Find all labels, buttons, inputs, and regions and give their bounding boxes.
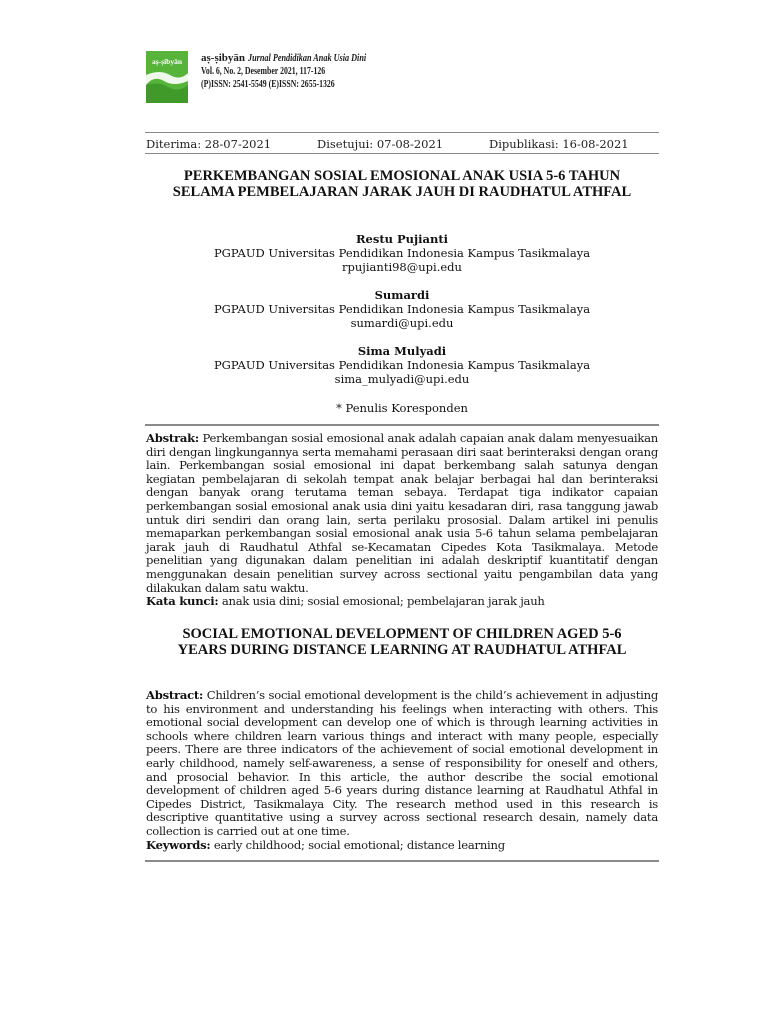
abstract-text: Children’s social emotional development is the child’s achievement in adjusting to his environment and understanding his feelings when interacting with others. This emotional social development can develop one of which is through learning activities in schools where children learn various things and interact with many people, especially peers. There are three indicators of the achievement of social emotional development in early childhood, namely self-awareness, a sense of responsibility for oneself and others, and prosocial behavior. In this article, the author describe the social emotional development of children aged 5-6 years during distance learning at Raudhatul Athfal in Cipedes District, Tasikmalaya City. The research method used in this research is descriptive quantitative using a survey across sectional research desain, namely data collection is carried out at one time. bbox=[146, 688, 659, 838]
author-email: sima_mulyadi@upi.edu bbox=[334, 372, 470, 386]
author-2 bbox=[160, 288, 644, 330]
abstract-text: Perkembangan sosial emosional anak adalah capaian anak dalam menyesuaikan diri dengan lingkungannya serta memahami perasaan diri saat berinteraksi dengan orang lain. Perkembangan sosial emosional ini dapat berkembang salah satunya dengan kegiatan pembelajaran di sekolah tempat anak belajar berbagai hal dan berinteraksi dengan banyak orang terutama teman sebaya. Terdapat tiga indikator capaian perkembangan sosial emosional anak usia dini yaitu kesadaran diri, rasa tanggung jawab untuk diri sendiri dan orang lain, serta perilaku prososial. Dalam artikel ini penulis memaparkan perkembangan sosial emosional anak usia 5-6 tahun selama pembelajaran jarak jauh di Raudhatul Athfal se-Kecamatan Cipedes Kota Tasikmalaya. Metode penelitian yang digunakan dalam penelitian ini adalah deskriptif kuantitatif dengan menggunakan desain penelitian survey across sectional yaitu pengambilan data yang dilakukan dalam satu waktu. bbox=[146, 431, 658, 595]
abstract-rule-bottom bbox=[145, 860, 659, 862]
abstract-english bbox=[146, 689, 658, 852]
author-affiliation: PGPAUD Universitas Pendidikan Indonesia Kampus Tasikmalaya bbox=[213, 302, 591, 316]
title-english: SOCIAL EMOTIONAL DEVELOPMENT OF CHILDREN AGED 5-6 YEARS DURING DISTANCE LEARNING AT RAUDHATUL ATHFAL bbox=[177, 626, 627, 658]
author-affiliation: PGPAUD Universitas Pendidikan Indonesia Kampus Tasikmalaya bbox=[213, 358, 591, 372]
keywords-label: Kata kunci: bbox=[146, 594, 219, 609]
keywords-line bbox=[146, 595, 658, 609]
author-affiliation: PGPAUD Universitas Pendidikan Indonesia Kampus Tasikmalaya bbox=[213, 246, 591, 260]
logo-text: aṣ-ṣibyān bbox=[151, 57, 182, 66]
journal-volume: Vol. 6, No. 2, Desember 2021, 117-126 bbox=[201, 66, 326, 77]
abstract-label: Abstrak: bbox=[146, 431, 199, 445]
abstract-indonesian bbox=[146, 432, 658, 609]
author-1 bbox=[160, 232, 644, 274]
keywords-text: early childhood; social emotional; distance learning bbox=[213, 837, 505, 852]
author-name: Restu Pujianti bbox=[355, 232, 449, 246]
abstract-label: Abstract: bbox=[146, 688, 204, 702]
author-3 bbox=[160, 344, 644, 386]
keywords-label: Keywords: bbox=[146, 837, 211, 852]
date-approved: Disetujui: 07-08-2021 bbox=[317, 137, 444, 151]
author-email: rpujianti98@upi.edu bbox=[342, 260, 462, 274]
date-published: Dipublikasi: 16-08-2021 bbox=[489, 137, 629, 151]
keywords-text: anak usia dini; sosial emosional; pembelajaran jarak jauh bbox=[221, 594, 545, 609]
abstract-rule-top bbox=[145, 424, 659, 426]
journal-subtitle: Jurnal Pendidikan Anak Usia Dini bbox=[247, 53, 366, 64]
keywords-line bbox=[146, 839, 658, 853]
journal-issn: (P)ISSN: 2541-5549 (E)ISSN: 2655-1326 bbox=[201, 79, 335, 90]
author-name: Sumardi bbox=[374, 288, 430, 302]
title-indonesian: PERKEMBANGAN SOSIAL EMOSIONAL ANAK USIA 5-6 TAHUN SELAMA PEMBELAJARAN JARAK JAUH DI RAUDHATUL ATHFAL bbox=[172, 168, 632, 200]
header-rule-top bbox=[145, 132, 659, 133]
journal-name: aṣ-ṣibyān bbox=[201, 52, 246, 64]
author-name: Sima Mulyadi bbox=[357, 344, 447, 358]
author-email: sumardi@upi.edu bbox=[350, 316, 454, 330]
date-received: Diterima: 28-07-2021 bbox=[146, 137, 272, 151]
journal-logo bbox=[146, 51, 188, 103]
header-rule-bottom bbox=[145, 153, 659, 154]
journal-info bbox=[201, 52, 461, 91]
corresponding-note: * Penulis Koresponden bbox=[336, 401, 468, 415]
